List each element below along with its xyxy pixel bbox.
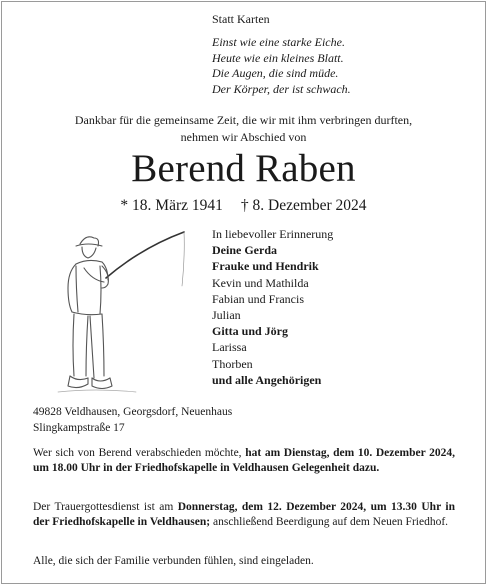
gratitude-line: Dankbar für die gemeinsame Zeit, die wir mit ihm verbringen durften, (74, 113, 413, 127)
invitation-text: Alle, die sich der Familie verbunden fühlen, sind eingeladen. (33, 555, 314, 567)
mourner-line: In liebevoller Erinnerung (212, 227, 334, 241)
farewell-text: Wer sich von Berend verabschieden möchte, (33, 447, 246, 459)
mourner-line: Frauke und Hendrik (212, 259, 319, 274)
deceased-name: Berend Raben (131, 147, 356, 190)
mourner-line: Julian (212, 308, 241, 323)
mourner-line: Fabian und Francis (212, 291, 304, 306)
poem (212, 35, 351, 97)
burial-text: anschließend Beerdigung auf dem Neuen Friedhof. (210, 516, 449, 529)
poem-line: Die Augen, die sind müde. (212, 66, 339, 80)
poem-line: Heute wie ein kleines Blatt. (212, 50, 344, 65)
address-line: Slingkampstraße 17 (33, 421, 125, 434)
address-line: 49828 Veldhausen, Georgsdorf, Neuenhaus (33, 406, 233, 418)
mourners-list (212, 226, 333, 388)
address (33, 405, 232, 436)
poem-line: Einst wie eine starke Eiche. (212, 35, 345, 49)
service-paragraph (33, 500, 455, 530)
farewell-paragraph (33, 446, 455, 476)
death-date: † 8. Dezember 2024 (240, 197, 367, 214)
poem-line: Der Körper, der ist schwach. (212, 81, 351, 96)
mourner-line: Thorben (212, 356, 253, 371)
mourner-line: Larissa (212, 340, 247, 355)
farewell-details: hat am Dienstag, dem 10. Dezember 2024, um 18.00 Uhr in der Friedhofskapelle in Veldhausen Gelegenheit dazu. (33, 447, 455, 475)
fisherman-illustration-icon (56, 226, 186, 398)
mourner-line: und alle Angehörigen (212, 372, 322, 387)
service-text: Der Trauergottesdienst ist am (33, 501, 178, 513)
gratitude-line: nehmen wir Abschied von (180, 130, 307, 144)
mourner-line: Deine Gerda (212, 243, 277, 258)
statt-karten: Statt Karten (212, 12, 270, 26)
gratitude-text (0, 112, 487, 146)
service-details: Donnerstag, dem 12. Dezember 2024, um 13.30 Uhr in der Friedhofskapelle in Veldhausen; (33, 501, 455, 529)
life-dates (0, 197, 487, 215)
mourner-line: Kevin und Mathilda (212, 275, 309, 290)
birth-date: * 18. März 1941 (120, 197, 223, 214)
mourner-line: Gitta und Jörg (212, 324, 289, 339)
invitation-paragraph (33, 554, 455, 569)
